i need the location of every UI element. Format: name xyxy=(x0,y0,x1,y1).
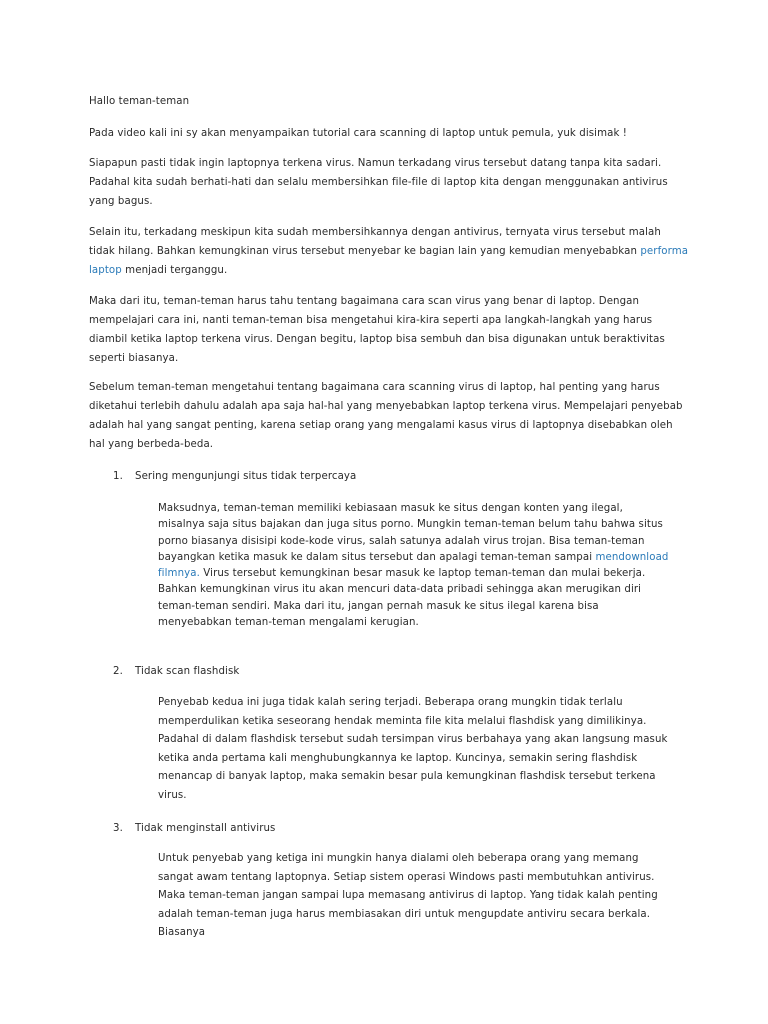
list-item-3-number: 3. xyxy=(113,823,123,834)
list-item-2-number: 2. xyxy=(113,666,123,677)
list-item-1-number: 1. xyxy=(113,471,123,482)
paragraph-2 xyxy=(89,223,689,280)
list-item-1-body-text-b: Virus tersebut kemungkinan besar masuk ke laptop teman-teman dan mulai bekerja. Bahkan kemungkinan virus itu akan mencuri data-data pribadi sehingga akan merugikan diri teman-teman sendiri. Maka dari itu, jangan pernah masuk ke situs ilegal karena bisa menyebabkan teman-teman mengalami kerugian. xyxy=(158,568,646,629)
paragraph-3: Maka dari itu, teman-teman harus tahu tentang bagaimana cara scan virus yang benar di laptop. Dengan mempelajari cara ini, nanti teman-teman bisa mengetahui kira-kira seperti apa langkah-langkah yang harus diambil ketika laptop terkena virus. Dengan begitu, laptop bisa sembuh dan bisa digunakan untuk beraktivitas seperti biasanya. xyxy=(89,296,665,364)
list-item-1-body-text-a: Maksudnya, teman-teman memiliki kebiasaan masuk ke situs dengan konten yang ilegal, misalnya saja situs bajakan dan juga situs porno. Mungkin teman-teman belum tahu bahwa situs porno biasanya disisipi kode-kode virus, salah satunya adalah virus trojan. Bisa teman-teman bayangkan ketika masuk ke dalam situs tersebut dan apalagi teman-teman sampai xyxy=(158,503,663,563)
paragraph-2-text-b: menjadi terganggu. xyxy=(121,265,228,276)
list-item-2-body: Penyebab kedua ini juga tidak kalah sering terjadi. Beberapa orang mungkin tidak terlalu memperdulikan ketika seseorang hendak meminta file kita melalui flashdisk yang dimilikinya. Padahal di dalam flashdisk tersebut sudah tersimpan virus berbahaya yang akan langsung masuk ketika anda pertama kali menghubungkannya ke laptop. Kuncinya, semakin sering flashdisk menancap di banyak laptop, maka semakin besar pula kemungkinan flashdisk tersebut terkena virus. xyxy=(158,697,668,801)
paragraph-4: Sebelum teman-teman mengetahui tentang bagaimana cara scanning virus di laptop, hal penting yang harus diketahui terlebih dahulu adalah apa saja hal-hal yang menyebabkan laptop terkena virus. Mempelajari penyebab adalah hal yang sangat penting, karena setiap orang yang mengalami kasus virus di laptopnya disebabkan oleh hal yang berbeda-beda. xyxy=(89,382,683,450)
mendownload-filmnya-link[interactable]: mendownload filmnya. xyxy=(158,551,669,580)
intro-paragraph: Pada video kali ini sy akan menyampaikan tutorial cara scanning di laptop untuk pemula, yuk disimak ! xyxy=(89,128,627,139)
paragraph-2-text-a: Selain itu, terkadang meskipun kita sudah membersihkannya dengan antivirus, ternyata virus tersebut malah tidak hilang. Bahkan kemungkinan virus tersebut menyebar ke bagian lain yang kemudian menyebabkan xyxy=(89,227,661,257)
list-item-2-title: Tidak scan flashdisk xyxy=(135,666,240,677)
list-item-1-body xyxy=(158,501,670,631)
paragraph-1: Siapapun pasti tidak ingin laptopnya terkena virus. Namun terkadang virus tersebut datang tanpa kita sadari. Padahal kita sudah berhati-hati dan selalu membersihkan file-file di laptop kita dengan menggunakan antivirus yang bagus. xyxy=(89,158,668,207)
list-item-1-title: Sering mengunjungi situs tidak terpercaya xyxy=(135,471,357,482)
performa-laptop-link[interactable]: performa laptop xyxy=(89,246,689,276)
greeting: Hallo teman-teman xyxy=(89,96,190,107)
list-item-3-body: Untuk penyebab yang ketiga ini mungkin hanya dialami oleh beberapa orang yang memang sangat awam tentang laptopnya. Setiap sistem operasi Windows pasti membutuhkan antivirus. Maka teman-teman jangan sampai lupa memasang antivirus di laptop. Yang tidak kalah penting adalah teman-teman juga harus membiasakan diri untuk mengupdate antiviru secara berkala. Biasanya xyxy=(158,853,658,939)
list-item-3-title: Tidak menginstall antivirus xyxy=(135,823,276,834)
